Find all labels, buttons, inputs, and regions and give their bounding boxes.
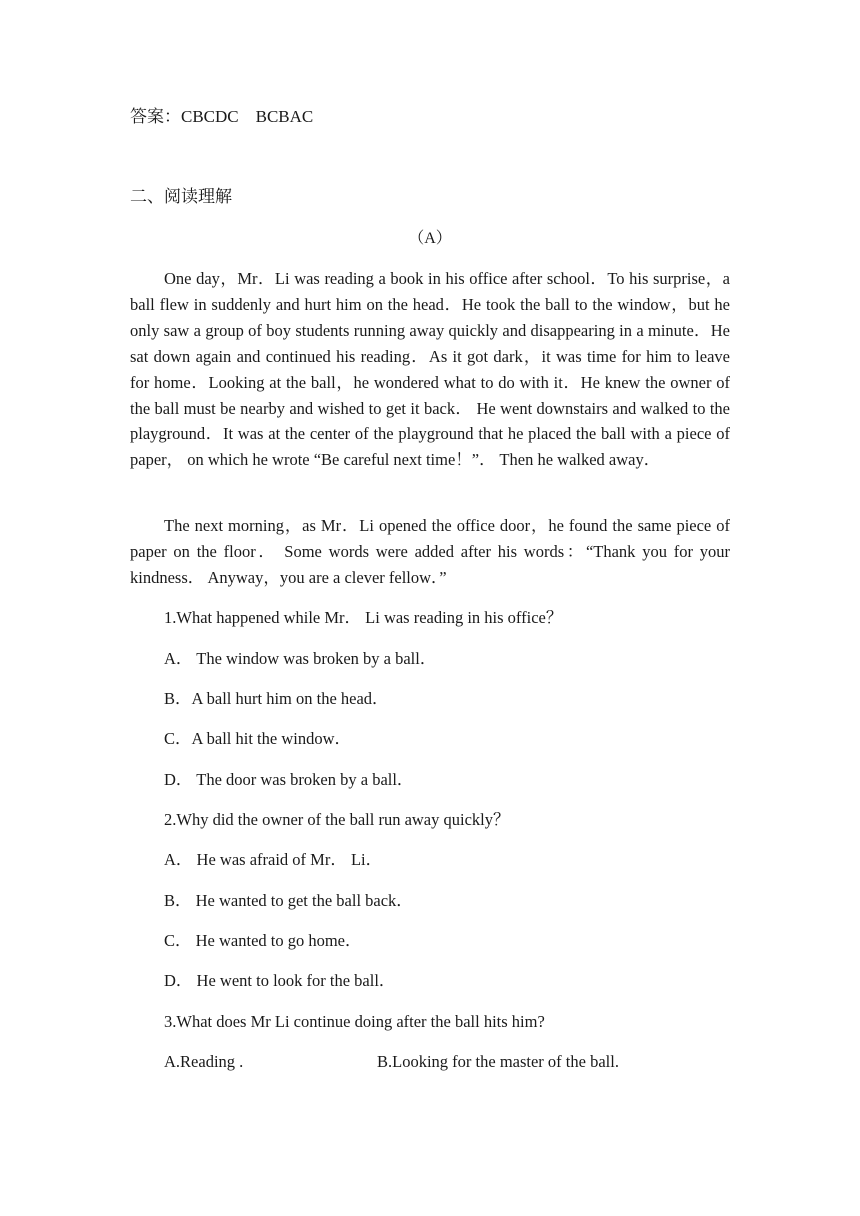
question-stem: 2.Why did the owner of the ball run away quickly？ (164, 810, 510, 829)
question-option: A.Reading . (164, 1052, 244, 1071)
section-title: 二、阅读理解 (130, 187, 232, 206)
question-option: D． The door was broken by a ball． (164, 770, 414, 789)
passage-paragraph: The next morning，as Mr．Li opened the office door，he found the same piece of paper on the floor． Some words were added after his words：“Thank you for your kindness． Anyway，you are a clever fellow．” (130, 516, 730, 587)
question-stem: 3.What does Mr Li continue doing after the ball hits him? (164, 1012, 545, 1031)
passage-paragraph: One day，Mr．Li was reading a book in his office after school．To his surprise，a ball flew in suddenly and hurt him on the head．He took the ball to the window，but he only saw a group of boy students running away quickly and disappearing in a minute．He sat down again and continued his reading．As it got dark，it was time for him to leave for home．Looking at the ball，he wondered what to do with it．He knew the owner of the ball must be nearby and wished to get it back． He went downstairs and walked to the playground．It was at the center of the playground that he placed the ball with a piece of paper， on which he wrote “Be careful next time！”． Then he walked away． (130, 269, 730, 470)
question-option: B． He wanted to get the ball back． (164, 891, 413, 910)
question-option: C． He wanted to go home． (164, 931, 362, 950)
answer-line: 答案：CBCDC BCBAC (130, 107, 314, 126)
question-option: C．A ball hit the window． (164, 729, 351, 748)
question-stem: 1.What happened while Mr． Li was reading in his office？ (164, 608, 563, 627)
question-option: A． He was afraid of Mr． Li． (164, 850, 383, 869)
question-option: B．A ball hurt him on the head． (164, 689, 389, 708)
question-option: B.Looking for the master of the ball. (377, 1052, 619, 1071)
question-option: A． The window was broken by a ball． (164, 649, 437, 668)
passage-label: （A） (408, 230, 452, 247)
question-option: D． He went to look for the ball． (164, 971, 396, 990)
